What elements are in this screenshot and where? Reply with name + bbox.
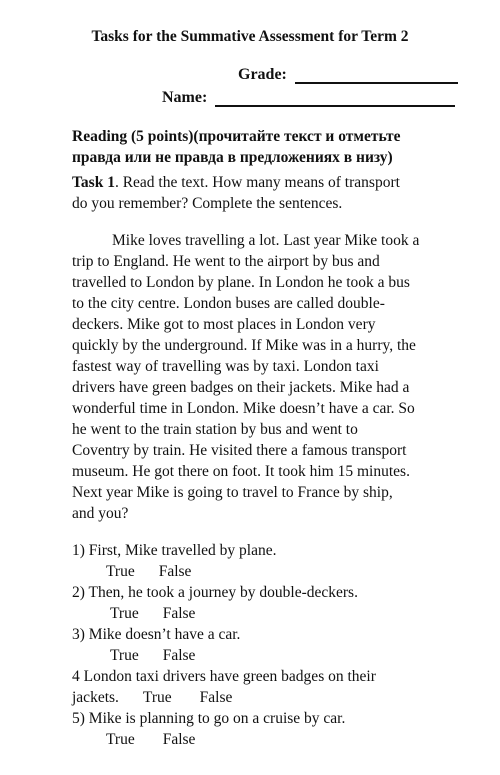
passage-line: travelled to London by plane. In London he took a bus (72, 274, 410, 291)
passage-line: trip to England. He went to the airport by bus and (72, 253, 380, 270)
passage-line: he went to the train station by bus and went to (72, 421, 358, 438)
passage-line: fastest way of travelling was by taxi. London taxi (72, 358, 379, 375)
question-3: 3) Mike doesn’t have a car. (72, 626, 241, 643)
passage-line: drivers have green badges on their jackets. Mike had a (72, 379, 410, 396)
question-2-options (72, 603, 472, 624)
question-4-line-2: jackets. (72, 689, 119, 706)
question-5-false-option[interactable]: False (162, 731, 196, 748)
question-5-options (72, 729, 472, 750)
question-3-true-option[interactable]: True (110, 647, 139, 664)
reading-heading-line-1: Reading (5 points)(прочитайте текст и отметьте (72, 128, 401, 145)
task-instructions (72, 172, 472, 214)
question-3-options (72, 645, 472, 666)
grade-field (238, 66, 458, 84)
question-3-false-option[interactable]: False (162, 647, 196, 664)
question-1-options (72, 561, 472, 582)
passage-line: Next year Mike is going to travel to France by ship, (72, 484, 393, 501)
question-5-true-option[interactable]: True (106, 731, 135, 748)
passage-line: deckers. Mike got to most places in London very (72, 316, 376, 333)
question-2-false-option[interactable]: False (162, 605, 196, 622)
question-1-true-option[interactable]: True (106, 563, 135, 580)
page-title: Tasks for the Summative Assessment for Term 2 (91, 28, 409, 45)
grade-blank (295, 68, 458, 84)
passage-line: Mike loves travelling a lot. Last year Mike took a (112, 232, 420, 249)
task-line-1: . Read the text. How many means of transport (114, 174, 400, 191)
reading-heading (72, 126, 472, 168)
task-line-2: do you remember? Complete the sentences. (72, 195, 343, 212)
passage-line: museum. He got there on foot. It took him 15 minutes. (72, 463, 410, 480)
question-4: 4 London taxi drivers have green badges on their (72, 668, 376, 685)
passage-line: to the city centre. London buses are called double- (72, 295, 385, 312)
name-field (162, 89, 455, 107)
passage-line: Coventry by train. He visited there a famous transport (72, 442, 407, 459)
question-1-false-option[interactable]: False (158, 563, 192, 580)
passage-line: quickly by the underground. If Mike was in a hurry, the (72, 337, 416, 354)
task-label: Task 1 (72, 174, 115, 191)
question-1: 1) First, Mike travelled by plane. (72, 542, 277, 559)
question-4-true-option[interactable]: True (142, 689, 172, 706)
name-label: Name: (162, 89, 208, 106)
reading-heading-line-2: правда или не правда в предложениях в низу) (72, 149, 393, 166)
name-blank (215, 91, 455, 107)
question-4-false-option[interactable]: False (199, 689, 233, 706)
questions-list (72, 540, 472, 750)
question-5: 5) Mike is planning to go on a cruise by car. (72, 710, 346, 727)
grade-label: Grade: (238, 66, 287, 83)
reading-passage (72, 230, 467, 524)
passage-line: and you? (72, 505, 129, 522)
question-2: 2) Then, he took a journey by double-deckers. (72, 584, 358, 601)
passage-line: wonderful time in London. Mike doesn’t have a car. So (72, 400, 415, 417)
question-4-options (72, 687, 472, 708)
question-2-true-option[interactable]: True (110, 605, 139, 622)
